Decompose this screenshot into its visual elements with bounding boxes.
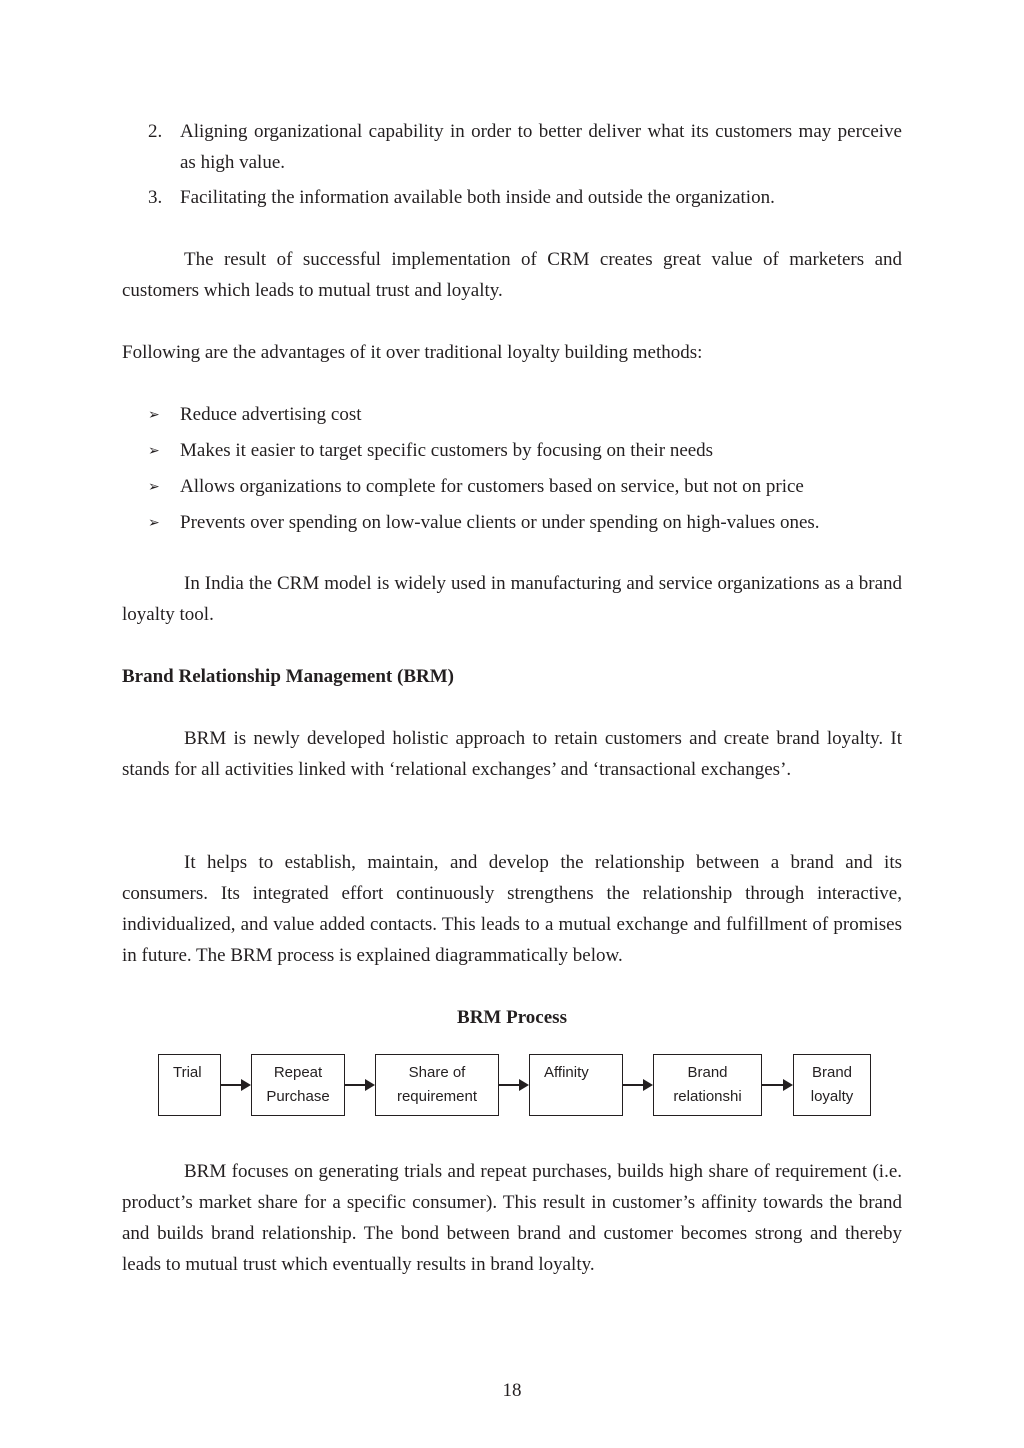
arrow-shaft xyxy=(499,1084,520,1086)
bullet-item xyxy=(122,507,902,538)
arrow-bullet-icon: ➢ xyxy=(148,444,160,459)
bullet-text: Prevents over spending on low-value clients or under spending on high-values ones. xyxy=(180,512,820,533)
bullet-item xyxy=(122,471,902,502)
arrow-head xyxy=(519,1079,529,1091)
step-label: Affinity xyxy=(544,1064,589,1081)
step-label: loyalty xyxy=(810,1088,854,1105)
flow-arrow xyxy=(762,1079,793,1091)
numbered-list-item xyxy=(122,116,902,178)
paragraph-crm-result: The result of successful implementation of CRM creates great value of marketers and customers which leads to mutual trust and loyalty. xyxy=(122,249,902,301)
step-label: requirement xyxy=(396,1088,478,1105)
bullet-text: Allows organizations to complete for customers based on service, but not on price xyxy=(180,476,804,497)
arrow-shaft xyxy=(762,1084,784,1086)
arrow-bullet-icon: ➢ xyxy=(148,480,160,495)
step-label: Purchase xyxy=(266,1088,330,1105)
arrow-bullet-icon: ➢ xyxy=(148,408,160,423)
paragraph-advantages-intro: Following are the advantages of it over traditional loyalty building methods: xyxy=(122,342,703,363)
step-label: Trial xyxy=(173,1064,202,1081)
arrow-shaft xyxy=(221,1084,242,1086)
diagram-step-box xyxy=(158,1054,221,1116)
list-number: 2. xyxy=(148,121,163,142)
flow-arrow xyxy=(499,1079,529,1091)
step-label: Repeat xyxy=(273,1064,323,1081)
diagram-step-box xyxy=(529,1054,623,1116)
paragraph-brm-relationship: It helps to establish, maintain, and develop the relationship between a brand and its consumers. Its integrated effort continuously strengthens the relationship through interactive, individualized, and value added contacts. This leads to a mutual exchange and fulfillment of promises in future. The BRM process is explained diagrammatically below. xyxy=(122,852,902,966)
paragraph-india: In India the CRM model is widely used in manufacturing and service organizations as a brand loyalty tool. xyxy=(122,573,902,625)
step-label: Brand xyxy=(811,1064,853,1081)
list-item-text: Facilitating the information available both inside and outside the organization. xyxy=(180,187,775,208)
arrow-head xyxy=(783,1079,793,1091)
step-label: relationshi xyxy=(673,1088,742,1105)
step-label: Brand xyxy=(687,1064,728,1081)
flow-arrow xyxy=(221,1079,251,1091)
step-label: Share of xyxy=(408,1064,466,1081)
arrow-head xyxy=(241,1079,251,1091)
list-item-text: Aligning organizational capability in order to better deliver what its customers may perceive as high value. xyxy=(180,121,902,173)
flow-arrow xyxy=(623,1079,653,1091)
arrow-shaft xyxy=(345,1084,366,1086)
paragraph-brm-focus: BRM focuses on generating trials and repeat purchases, builds high share of requirement (i.e. product’s market share for a specific consumer). This result in customer’s affinity towards the brand and builds brand relationship. The bond between brand and customer becomes strong and thereby leads to mutual trust which eventually results in brand loyalty. xyxy=(122,1161,902,1275)
bullet-item xyxy=(122,399,902,430)
flow-arrow xyxy=(345,1079,375,1091)
arrow-bullet-icon: ➢ xyxy=(148,516,160,531)
diagram-step-box xyxy=(375,1054,499,1116)
diagram-title: BRM Process xyxy=(457,1007,567,1028)
diagram-step-box xyxy=(653,1054,762,1116)
bullet-text: Reduce advertising cost xyxy=(180,404,362,425)
arrow-shaft xyxy=(623,1084,644,1086)
bullet-item xyxy=(122,435,902,466)
paragraph-brm-definition: BRM is newly developed holistic approach to retain customers and create brand loyalty. It stands for all activities linked with ‘relational exchanges’ and ‘transactional exchanges’. xyxy=(122,728,902,780)
numbered-list-item xyxy=(122,182,902,213)
section-heading: Brand Relationship Management (BRM) xyxy=(122,666,454,687)
list-number: 3. xyxy=(148,187,163,208)
arrow-head xyxy=(365,1079,375,1091)
bullet-text: Makes it easier to target specific customers by focusing on their needs xyxy=(180,440,714,461)
diagram-step-box xyxy=(793,1054,871,1116)
diagram-step-box xyxy=(251,1054,345,1116)
page-number: 18 xyxy=(502,1380,522,1401)
arrow-head xyxy=(643,1079,653,1091)
